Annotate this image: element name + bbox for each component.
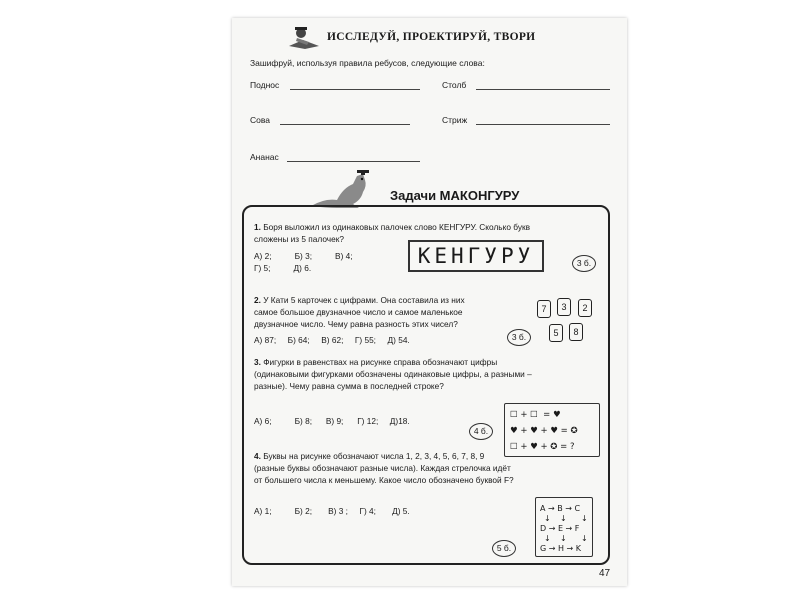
answer-options: Г) 5; Д) 6.	[254, 263, 312, 273]
page-number: 47	[599, 568, 611, 579]
points-badge: 3 б.	[572, 255, 596, 272]
down-arrow-icon: ↓	[560, 514, 567, 523]
question-4	[254, 450, 606, 486]
digit-card: 2	[578, 299, 592, 317]
word-label: Стриж	[442, 115, 468, 125]
grid-row: D → E → F	[540, 524, 580, 533]
question-number: 3.	[254, 357, 261, 367]
question-text: от большего числа к меньшему. Какое число обозначено буквой F?	[254, 475, 514, 485]
question-3	[254, 356, 606, 392]
down-arrow-icon: ↓	[581, 534, 588, 543]
question-text: (одинаковыми фигурками обозначены одинаковые цифры, а разными –	[254, 369, 532, 379]
question-number: 4.	[254, 451, 261, 461]
question-text: (разные буквы обозначают разные числа). Каждая стрелочка идёт	[254, 463, 511, 473]
kangaroo-title: Задачи МАКОНГУРУ	[390, 188, 520, 203]
question-text: сложены из 5 палочек?	[254, 234, 344, 244]
section-title: ИССЛЕДУЙ, ПРОЕКТИРУЙ, ТВОРИ	[327, 31, 536, 43]
answer-line	[290, 89, 420, 90]
answer-options: А) 1; Б) 2; В) 3 ; Г) 4; Д) 5.	[254, 506, 410, 516]
letter-grid	[535, 497, 593, 557]
equation-line: ☐ + ☐ = ♥	[510, 410, 561, 420]
book-reading-icon	[287, 24, 321, 50]
question-text: двузначное число. Чему равна разность этих чисел?	[254, 319, 458, 329]
kangaroo-icon	[307, 168, 387, 210]
stick-word: КЕНГУРУ	[408, 240, 544, 272]
answer-options: А) 87; Б) 64; В) 62; Г) 55; Д) 54.	[254, 335, 410, 345]
answer-line	[287, 161, 420, 162]
word-label: Ананас	[250, 152, 279, 162]
down-arrow-icon: ↓	[581, 514, 588, 523]
question-text: Фигурки в равенствах на рисунке справа обозначают цифры	[263, 357, 498, 367]
grid-row: A → B → C	[540, 504, 581, 513]
digit-card: 5	[549, 324, 563, 342]
question-text: самое большое двузначное число и самое маленькое	[254, 307, 463, 317]
question-text: Боря выложил из одинаковых палочек слово КЕНГУРУ. Сколько букв	[263, 222, 531, 232]
digit-card: 3	[557, 298, 571, 316]
digit-card: 7	[537, 300, 551, 318]
answer-line	[476, 124, 610, 125]
question-2	[254, 294, 524, 330]
down-arrow-icon: ↓	[544, 514, 551, 523]
instruction-text: Зашифруй, используя правила ребусов, следующие слова:	[250, 58, 485, 68]
word-label: Поднос	[250, 80, 280, 90]
word-label: Сова	[250, 115, 271, 125]
down-arrow-icon: ↓	[544, 534, 551, 543]
equations-box	[504, 403, 600, 457]
equation-line: ☐ + ♥ + ✪ = ?	[510, 442, 575, 452]
grid-row: G → H → K	[540, 544, 582, 553]
answer-line	[280, 124, 410, 125]
question-text: разные). Чему равна сумма в последней строке?	[254, 381, 444, 391]
question-text: Буквы на рисунке обозначают числа 1, 2, 3, 4, 5, 6, 7, 8, 9	[263, 451, 485, 461]
answer-options: А) 2; Б) 3; В) 4;	[254, 251, 353, 261]
equation-line: ♥ + ♥ + ♥ = ✪	[510, 426, 578, 436]
points-badge: 4 б.	[469, 423, 493, 440]
word-label: Столб	[442, 80, 467, 90]
question-number: 1.	[254, 222, 261, 232]
answer-options: А) 6; Б) 8; В) 9; Г) 12; Д)18.	[254, 416, 410, 426]
question-text: У Кати 5 карточек с цифрами. Она составила из них	[263, 295, 465, 305]
workbook-page	[232, 18, 627, 586]
digit-card: 8	[569, 323, 583, 341]
answer-line	[476, 89, 610, 90]
down-arrow-icon: ↓	[560, 534, 567, 543]
question-number: 2.	[254, 295, 261, 305]
points-badge: 3 б.	[507, 329, 531, 346]
points-badge: 5 б.	[492, 540, 516, 557]
